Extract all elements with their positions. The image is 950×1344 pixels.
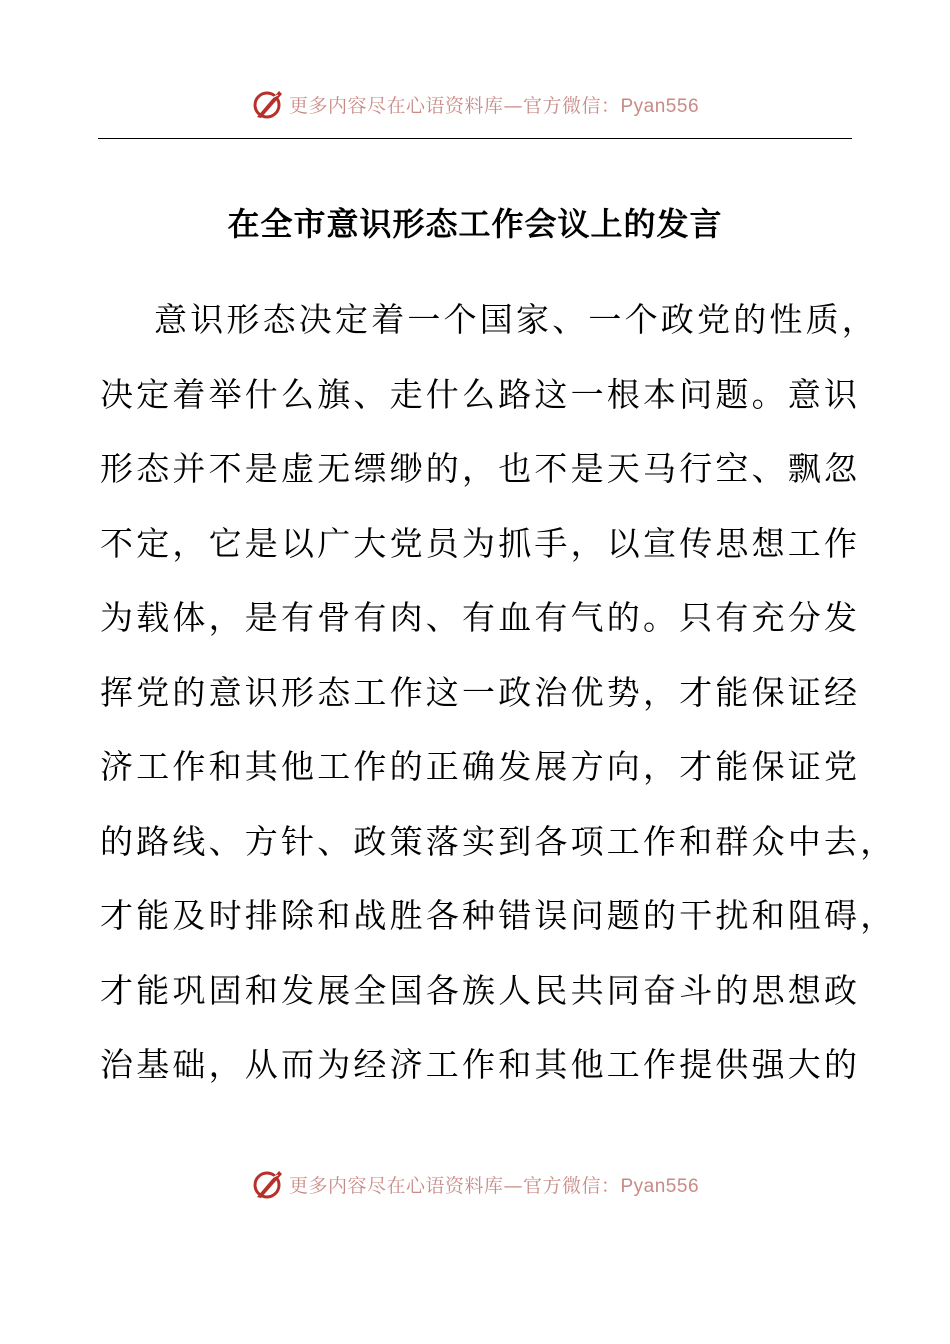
footer-wechat-id: Pyan556	[620, 1175, 700, 1197]
body-line: 济工作和其他工作的正确发展方向，才能保证党	[100, 747, 861, 786]
quill-circle-icon	[251, 1167, 285, 1201]
document-title: 在全市意识形态工作会议上的发言	[227, 205, 723, 243]
body-line: 治基础，从而为经济工作和其他工作提供强大的	[100, 1045, 861, 1084]
body-line: 意识形态决定着一个国家、一个政党的性质，	[154, 300, 878, 339]
body-line: 挥党的意识形态工作这一政治优势，才能保证经	[100, 672, 861, 712]
footer-banner	[0, 1164, 950, 1204]
header-wechat-id: Pyan556	[620, 95, 700, 117]
body-line: 决定着举什么旗、走什么路这一根本问题。意识	[100, 374, 861, 414]
body-line: 才能及时排除和战胜各种错误问题的干扰和阻碍，	[100, 896, 897, 935]
footer-banner-text: 更多内容尽在心语资料库—官方微信：	[288, 1174, 621, 1197]
quill-circle-icon	[251, 87, 285, 121]
body-line: 才能巩固和发展全国各族人民共同奋斗的思想政	[100, 970, 861, 1010]
body-line: 形态并不是虚无缥缈的，也不是天马行空、飘忽	[100, 449, 861, 488]
header-banner	[0, 84, 950, 124]
body-line: 不定，它是以广大党员为抓手，以宣传思想工作	[100, 523, 861, 563]
body-line: 为载体，是有骨有肉、有血有气的。只有充分发	[100, 598, 861, 637]
document-body	[100, 296, 897, 1116]
header-banner-text: 更多内容尽在心语资料库—官方微信：	[288, 94, 621, 117]
body-line: 的路线、方针、政策落实到各项工作和群众中去，	[100, 821, 897, 861]
header-divider	[98, 138, 852, 139]
